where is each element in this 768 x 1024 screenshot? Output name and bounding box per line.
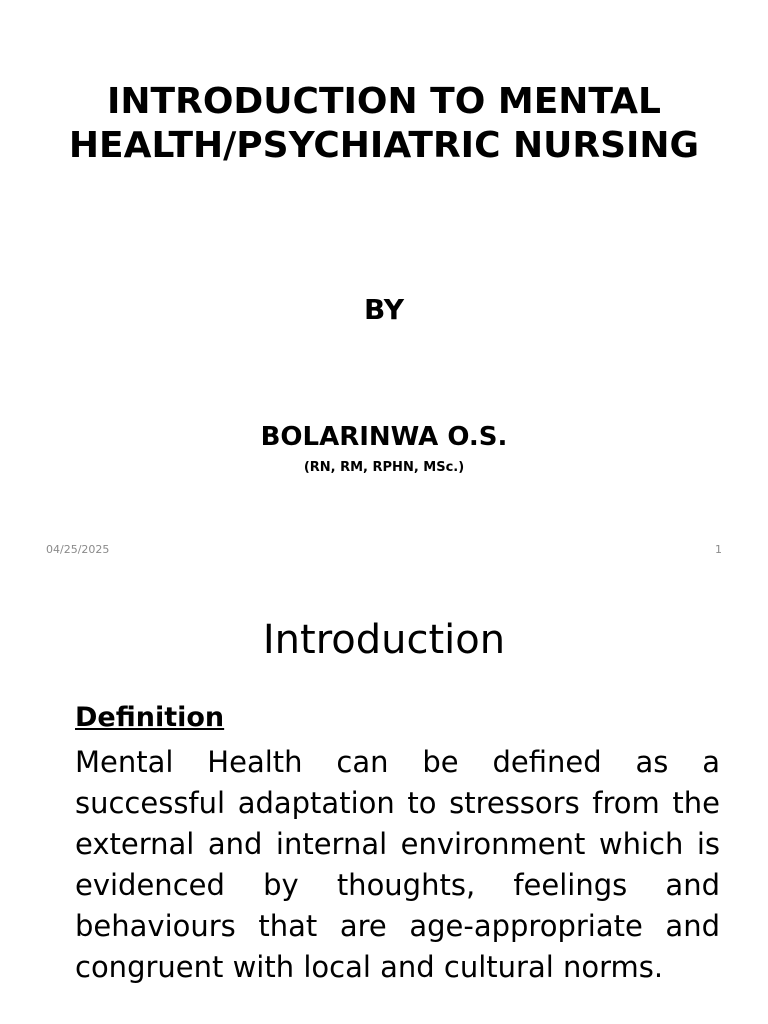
author-credentials: (RN, RM, RPHN, MSc.): [303, 460, 465, 475]
introduction-slide: [0, 576, 768, 1024]
definition-heading: Definition: [75, 702, 225, 733]
definition-section: [75, 700, 720, 988]
by-label: BY: [363, 293, 405, 326]
footer-date: 04/25/2025: [46, 543, 110, 556]
author-name: BOLARINWA O.S.: [260, 422, 508, 452]
slide-heading: Introduction: [262, 617, 506, 663]
page-number: 1: [715, 543, 722, 556]
definition-text: Mental Health can be defined as a successful adaptation to stressors from the external and internal environment which is evidenced by thoughts, feelings and behaviours that are age-appropriate and congruent with local and cultural norms.: [75, 745, 720, 984]
slide-title: INTRODUCTION TO MENTAL HEALTH/PSYCHIATRIC NURSING: [68, 81, 700, 166]
